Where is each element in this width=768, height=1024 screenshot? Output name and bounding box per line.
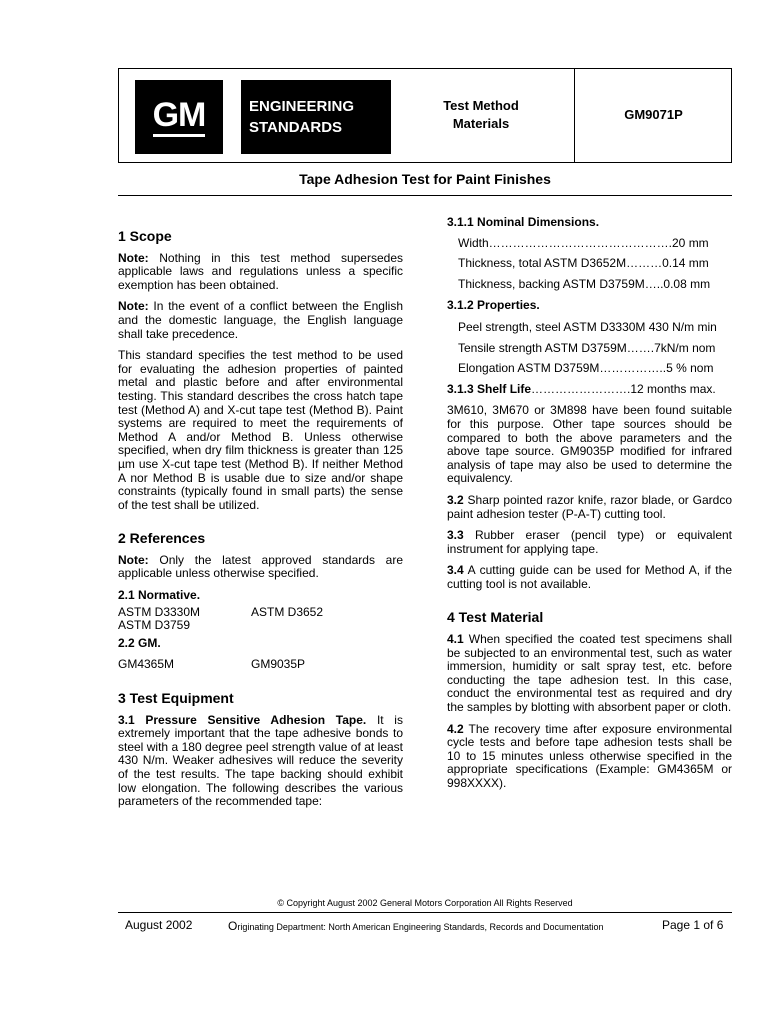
shelf-life — [447, 383, 732, 397]
section-text: It is extremely important that the tape adhesive bonds to steel with a 180 degree peel strength value of at least 430 N/m. Weaker adhesives will reduce the severity of the test results. The tape backing should exhibit low elongation. The following describes the various parameters of the recommended tape: — [118, 712, 403, 809]
note-label: Note: — [118, 250, 149, 265]
section-label: 4.1 — [447, 632, 464, 647]
normative-heading: 2.1 Normative. — [118, 588, 201, 603]
section-4-2 — [447, 723, 732, 791]
footer-rule — [118, 912, 732, 913]
note-label: Note: — [118, 299, 149, 314]
references-note — [118, 554, 403, 581]
section-text: …………………….12 months max. — [531, 381, 716, 396]
spec-tensile: Tensile strength ASTM D3759M…….7kN/m nom — [458, 340, 716, 355]
copyright: © Copyright August 2002 General Motors Corporation All Rights Reserved — [277, 898, 573, 908]
section-3-2 — [447, 494, 732, 521]
page-title: Tape Adhesion Test for Paint Finishes — [299, 171, 551, 187]
spec-width: Width……………………………………….20 mm — [458, 235, 709, 250]
section-3-4 — [447, 564, 732, 591]
note-label: Note: — [118, 552, 149, 567]
ref-item: GM9035P — [251, 657, 306, 672]
eng-line-1: ENGINEERING — [249, 98, 355, 115]
spec-thickness-total: Thickness, total ASTM D3652M………0.14 mm — [458, 256, 709, 271]
normative-row — [118, 606, 403, 620]
tm-line-2: Materials — [452, 116, 510, 131]
section-3-1 — [118, 714, 403, 809]
section-label: 3.3 — [447, 528, 464, 543]
gm-logo — [135, 80, 223, 154]
material-heading: 4 Test Material — [447, 609, 544, 626]
section-text: The recovery time after exposure environmental cycle tests and before tape adhesion tests shall be 10 to 15 minutes unless otherwise specified in the appropriate specifications (Example: GM4365M or 998XXXX). — [447, 721, 732, 790]
section-text: A cutting guide can be used for Method A, if the cutting tool is not available. — [447, 563, 732, 591]
eng-line-2: STANDARDS — [249, 119, 343, 136]
ref-item: GM4365M — [118, 657, 175, 672]
ref-item: ASTM D3759 — [118, 618, 191, 633]
note-text: Only the latest approved standards are applicable unless otherwise specified. — [118, 552, 403, 581]
gm-row — [118, 658, 403, 672]
gm-heading: 2.2 GM. — [118, 635, 161, 650]
scope-note-2 — [118, 300, 403, 341]
page-number: Page 1 of 6 — [662, 918, 724, 932]
section-3-3 — [447, 529, 732, 556]
section-4-1 — [447, 633, 732, 715]
section-label: 3.4 — [447, 563, 464, 578]
ref-item: ASTM D3330M — [118, 604, 201, 619]
note-text: In the event of a conflict between the English and the domestic language, the English language shall take precedence. — [118, 299, 403, 341]
section-text: Rubber eraser (pencil type) or equivalent instrument for applying tape. — [447, 528, 732, 556]
section-text: When specified the coated test specimens shall be subjected to an environmental test, such as water immersion, humidity or salt spray test, etc. before conducting the tape adhesion test. In this case, conduct the environmental test as required and dry the samples by blotting with absorbent paper or cloth. — [447, 632, 732, 715]
section-3-1-1-heading: 3.1.1 Nominal Dimensions. — [447, 215, 600, 229]
note-text: Nothing in this test method supersedes applicable laws and regulations unless a specific exemption has been obtained. — [118, 250, 403, 292]
right-column — [447, 216, 732, 791]
doc-id: GM9071P — [624, 107, 683, 122]
equipment-heading: 3 Test Equipment — [118, 690, 234, 707]
spec-thickness-backing: Thickness, backing ASTM D3759M…..0.08 mm — [458, 276, 711, 291]
logo-text: GM — [153, 98, 206, 137]
engineering-standards-block — [241, 80, 391, 154]
section-text: Sharp pointed razor knife, razor blade, or Gardco paint adhesion tester (P-A-T) cutting tool. — [447, 492, 732, 521]
test-method-block — [410, 97, 552, 133]
section-label: 3.2 — [447, 492, 464, 507]
section-label: 3.1.3 Shelf Life — [447, 381, 532, 396]
references-heading: 2 References — [118, 530, 206, 547]
spec-elongation: Elongation ASTM D3759M……………..5 % nom — [458, 361, 714, 376]
section-3-1-2-heading: 3.1.2 Properties. — [447, 298, 540, 313]
section-label: 4.2 — [447, 721, 464, 736]
tapes-paragraph: 3M610, 3M670 or 3M898 have been found suitable for this purpose. Other tape sources should be compared to both the above parameters and the above tape source. GM9035P modified for infrared analysis of tape may also be used to determine the equivalency. — [447, 403, 732, 486]
section-label: 3.1 Pressure Sensitive Adhesion Tape. — [118, 712, 367, 727]
tm-line-1: Test Method — [443, 98, 519, 113]
scope-note-1 — [118, 252, 403, 293]
left-column — [118, 230, 403, 809]
scope-body: This standard specifies the test method to be used for evaluating the adhesion properties of painted metal and plastic before and after environmental testing. This standard describes the cross hatch tape test (Method A) and X-cut tape test (Method B). Paint systems are required to meet the requirements of Method A and/or Method B. Unless otherwise specified, when dry film thickness is greater than 125 µm use X-cut tape test (Method B). If neither Method A nor Method B is usable due to size and/or shape constraints (typically found in small parts) the sense of the test shall be utilized. — [118, 348, 403, 512]
footer-date: August 2002 — [125, 918, 193, 932]
spec-peel: Peel strength, steel ASTM D3330M 430 N/m min — [458, 319, 717, 334]
scope-heading: 1 Scope — [118, 228, 172, 244]
title-rule — [118, 195, 732, 196]
ref-item: ASTM D3652 — [251, 604, 324, 619]
dept-text: riginating Department: North American Engineering Standards, Records and Documentation — [237, 922, 604, 932]
footer-department — [228, 919, 604, 933]
dept-initial: O — [228, 919, 238, 933]
